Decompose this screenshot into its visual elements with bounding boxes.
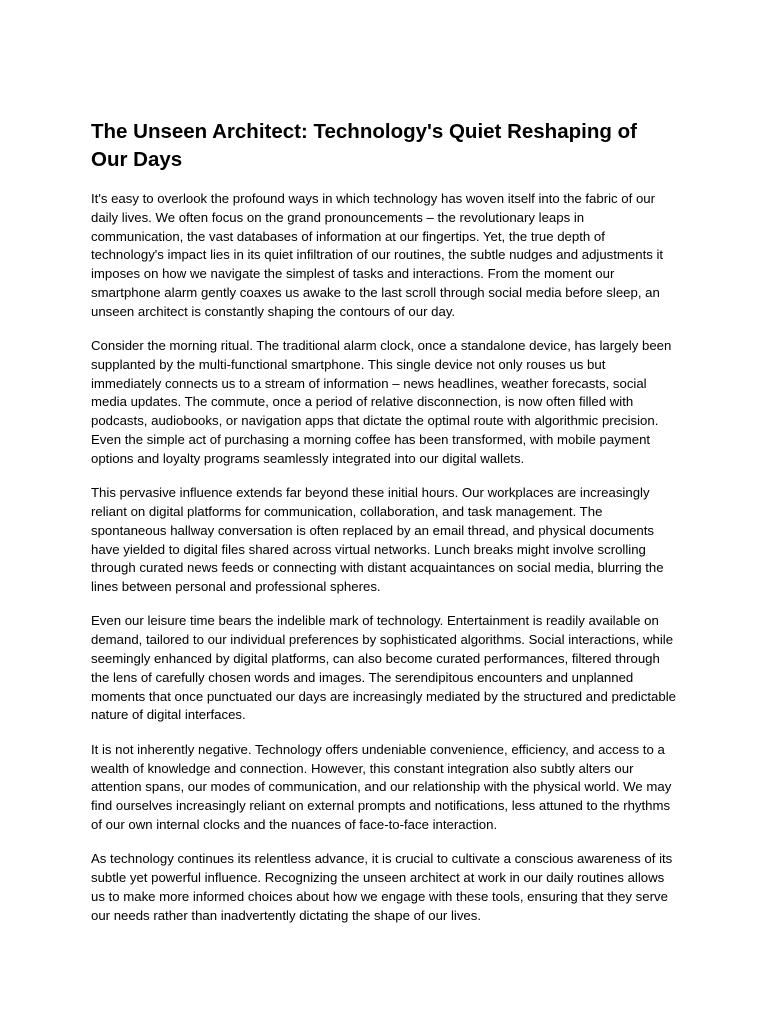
document-page bbox=[91, 118, 677, 941]
paragraph-3: This pervasive influence extends far beyond these initial hours. Our workplaces are increasingly reliant on digital platforms for communication, collaboration, and task management. The spontaneous hallway conversation is often replaced by an email thread, and physical documents have yielded to digital files shared across virtual networks. Lunch breaks might involve scrolling through curated news feeds or connecting with distant acquaintances on social media, blurring the lines between personal and professional spheres. bbox=[91, 485, 664, 595]
paragraph-6: As technology continues its relentless advance, it is crucial to cultivate a conscious awareness of its subtle yet powerful influence. Recognizing the unseen architect at work in our daily routines allows us to make more informed choices about how we engage with these tools, ensuring that they serve our needs rather than inadvertently dictating the shape of our lives. bbox=[91, 851, 673, 923]
document-title: The Unseen Architect: Technology's Quiet Reshaping of Our Days bbox=[91, 120, 637, 171]
paragraph-4: Even our leisure time bears the indelible mark of technology. Entertainment is readily available on demand, tailored to our individual preferences by sophisticated algorithms. Social interactions, while seemingly enhanced by digital platforms, can also become curated performances, filtered through the lens of carefully chosen words and images. The serendipitous encounters and unplanned moments that once punctuated our days are increasingly mediated by the structured and predictable nature of digital interfaces. bbox=[91, 613, 676, 723]
paragraph-5: It is not inherently negative. Technology offers undeniable convenience, efficiency, and access to a wealth of knowledge and connection. However, this constant integration also subtly alters our attention spans, our modes of communication, and our relationship with the physical world. We may find ourselves increasingly reliant on external prompts and notifications, less attuned to the rhythms of our own internal clocks and the nuances of face-to-face interaction. bbox=[91, 741, 672, 832]
paragraph-1: It's easy to overlook the profound ways in which technology has woven itself into the fabric of our daily lives. We often focus on the grand pronouncements – the revolutionary leaps in communication, the vast databases of information at our fingertips. Yet, the true depth of technology's impact lies in its quiet infiltration of our routines, the subtle nudges and adjustments it imposes on how we navigate the simplest of tasks and interactions. From the moment our smartphone alarm gently coaxes us awake to the last scroll through social media before sleep, an unseen architect is constantly shaping the contours of our day. bbox=[91, 191, 664, 319]
paragraph-2: Consider the morning ritual. The traditional alarm clock, once a standalone device, has largely been supplanted by the multi-functional smartphone. This single device not only rouses us but immediately connects us to a stream of information – news headlines, weather forecasts, social media updates. The commute, once a period of relative disconnection, is now often filled with podcasts, audiobooks, or navigation apps that dictate the optimal route with algorithmic precision. Even the simple act of purchasing a morning coffee has been transformed, with mobile payment options and loyalty programs seamlessly integrated into our digital wallets. bbox=[91, 338, 672, 466]
